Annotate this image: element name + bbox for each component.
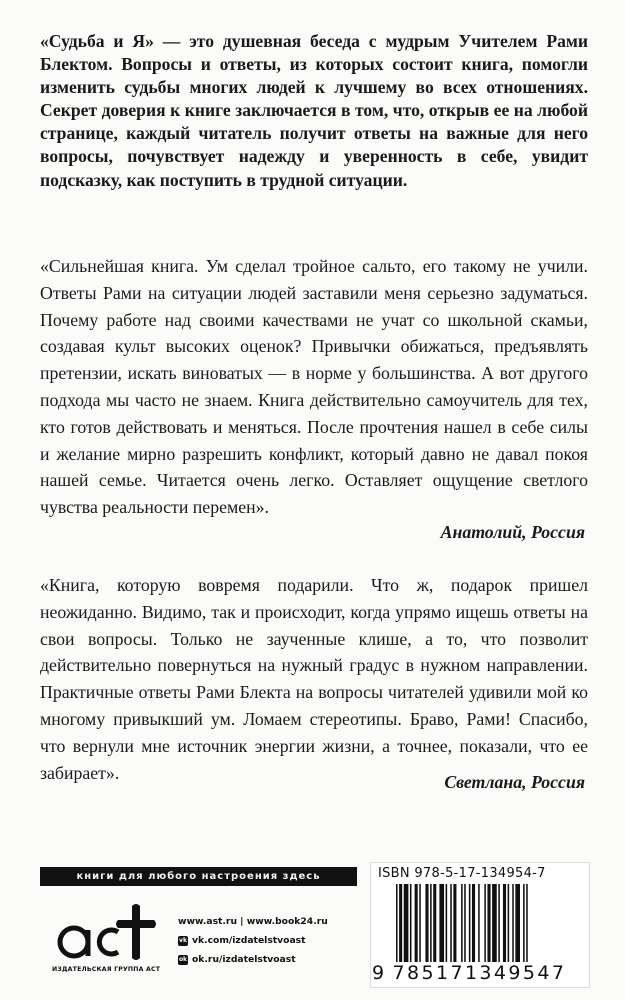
barcode-bar (453, 884, 456, 962)
barcode-bar (399, 884, 402, 962)
barcode-bar (487, 884, 490, 962)
barcode-bar (464, 884, 466, 962)
barcode-bar (439, 884, 444, 962)
barcode-bar (523, 884, 525, 962)
barcode-bar (410, 884, 412, 962)
barcode-bar (469, 884, 471, 962)
vk-link: vk.com/izdatelstvoast (192, 935, 306, 946)
barcode-bar (396, 884, 398, 962)
barcode-bar (425, 884, 428, 962)
barcode-bar (446, 884, 448, 962)
barcode-bar (526, 884, 528, 962)
barcode-first-digit: 9 (372, 962, 387, 984)
tagline-bar: книги для любого настроения здесь (40, 867, 357, 886)
barcode-bar (512, 884, 514, 962)
barcode-bar (508, 884, 510, 962)
vk-row (178, 931, 378, 950)
ok-link: ok.ru/izdatelstvoast (192, 954, 296, 965)
intro-paragraph: «Судьба и Я» — это душевная беседа с мудрым Учителем Рами Блектом. Вопросы и ответы, из которых состоит книга, помогли изменить судьбы многих людей к лучшему во всех отношениях. Секрет доверия к книге заключается в том, что, открыв ее на любой странице, каждый читатель получит ответы на важные для него вопросы, почувствует надежду и уверенность в себе, увидит подсказку, как поступить в трудной ситуации. (40, 31, 588, 190)
publisher-contacts (178, 912, 378, 969)
barcode-bar (484, 884, 486, 962)
review-quote-1: «Сильнейшая книга. Ум сделал тройное сальто, его такому не учили. Ответы Рами на ситуации людей заставили меня серьезно задуматься. Почему работе над своими качествами не учат со школьной скамьи, создавая культ высоких оценок? Привычки обижаться, предъявлять претензии, искать виноватых — в норме у большинства. А вот другого подхода мы часто не знаем. Книга действительно самоучитель для тех, кто готов действовать и меняться. После прочтения нашел в себе силы и желание мирно разрешить конфликт, который давно не давал покоя нашей семье. Читается очень легко. Оставляет ощущение светлого чувства реальности перемен». (40, 256, 588, 518)
review-author-1: Анатолий, Россия (440, 522, 585, 542)
barcode-bar (503, 884, 506, 962)
websites-row (178, 912, 378, 931)
barcode-bar (419, 884, 421, 962)
publisher-name: ИЗДАТЕЛЬСКАЯ ГРУППА АСТ (52, 966, 161, 973)
ast-logo-icon (52, 898, 162, 968)
ok-icon: ok (178, 955, 188, 963)
barcode-icon (396, 884, 576, 964)
barcode-bar (478, 884, 480, 962)
ok-row (178, 950, 378, 969)
barcode-bar (461, 884, 463, 962)
barcode-bar (404, 884, 409, 962)
websites-text: www.ast.ru | www.book24.ru (178, 916, 328, 927)
barcode-digits (372, 962, 586, 984)
review-author-2: Светлана, Россия (444, 772, 585, 792)
barcode-bar (450, 884, 452, 962)
barcode-bar (515, 884, 520, 962)
barcode-bar (430, 884, 432, 962)
vk-icon: vk (179, 936, 187, 944)
barcode-bar (498, 884, 500, 962)
barcode-rest-digits: 785171349547 (392, 962, 567, 984)
isbn-number: ISBN 978-5-17-134954-7 (378, 866, 546, 881)
review-quote-2: «Книга, которую вовремя подарили. Что ж, подарок пришел неожиданно. Видимо, так и происходит, когда упрямо ищешь ответы на свои вопросы. Только не заученные клише, а то, что позволит действительно повернуться на нужный градус в нужном направлении. Практичные ответы Рами Блекта на вопросы читателей удивили мой ко многому привыкший ум. Ломаем стереотипы. Браво, Рами! Спасибо, что вернули мне источник энергии жизни, а точнее, показали, что ее забирает». (40, 575, 588, 783)
barcode-bar (415, 884, 418, 962)
barcode-bar (433, 884, 436, 962)
barcode-bar (492, 884, 497, 962)
barcode-bar (472, 884, 475, 962)
